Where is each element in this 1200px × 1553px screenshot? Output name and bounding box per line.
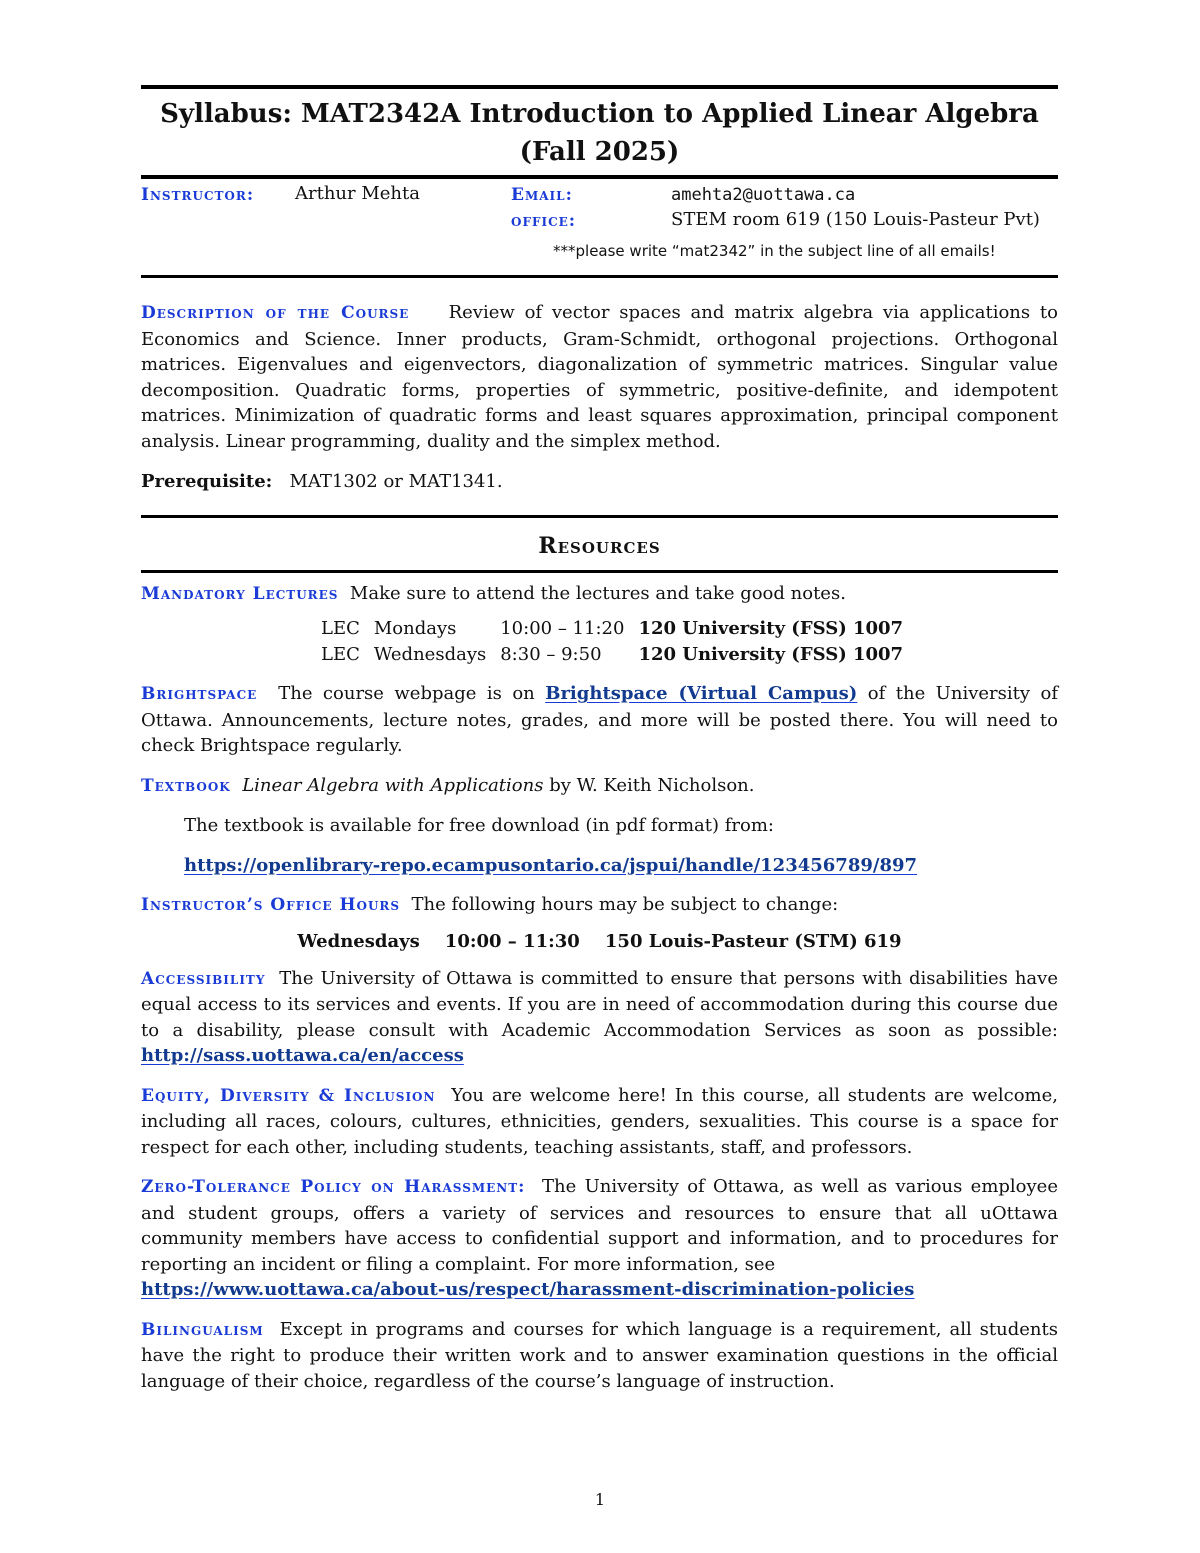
- office-value: STEM room 619 (150 Louis-Pasteur Pvt): [671, 209, 1040, 230]
- email-note: ***please write “mat2342” in the subject line of all emails!: [553, 242, 996, 260]
- lecture-schedule: [321, 616, 917, 667]
- lecture-day: Mondays: [373, 618, 457, 639]
- office-hours-schedule: [141, 931, 1058, 952]
- syllabus-page: [141, 85, 1058, 1394]
- bilingualism-label: Bilingualism: [141, 1319, 264, 1340]
- instructor-label: Instructor:: [141, 185, 255, 205]
- office-hours-day: Wednesdays: [297, 930, 420, 952]
- description-label: Description of the Course: [141, 303, 410, 323]
- brightspace-section: [141, 681, 1058, 759]
- instructor-name: Arthur Mehta: [295, 183, 420, 204]
- instructor-info: [141, 179, 1058, 275]
- email-value[interactable]: amehta2@uottawa.ca: [671, 185, 856, 205]
- description-section: [141, 300, 1058, 495]
- bilingualism-section: [141, 1317, 1058, 1395]
- resources-heading: Resources: [538, 532, 661, 559]
- page-number: 1: [594, 1490, 606, 1509]
- description-text: Review of vector spaces and matrix algebra via applications to Economics and Science. Inner products, Gram-Schmidt, orthogonal projections. Orthogonal matrices. Eigenvalues and eigenvectors, diagonalization of symmetric matrices. Singular value decomposition. Quadratic forms, properties of symmetric, positive-definite, and idempotent matrices. Minimization of quadratic forms and least squares approximation, principal component analysis. Linear programming, duality and the simplex method.: [141, 302, 1059, 452]
- equity-section: [141, 1083, 1058, 1161]
- info-rule: [141, 275, 1058, 278]
- office-hours-place: 150 Louis-Pasteur (STM) 619: [604, 930, 902, 952]
- textbook-label: Textbook: [141, 775, 231, 796]
- textbook-title: Linear Algebra with Applications: [242, 774, 544, 796]
- accessibility-section: [141, 966, 1058, 1069]
- brightspace-label: Brightspace: [141, 684, 258, 704]
- harassment-link[interactable]: https://www.uottawa.ca/about-us/respect/harassment-discrimination-policies: [141, 1279, 915, 1300]
- resources-rule-bottom: [141, 570, 1058, 573]
- page-title: Syllabus: MAT2342A Introduction to Applied Linear Algebra (Fall 2025): [160, 99, 1039, 167]
- prereq-label: Prerequisite:: [141, 471, 273, 492]
- lecture-room: 120 University (FSS) 1007: [638, 618, 904, 639]
- textbook-author: by W. Keith Nicholson.: [549, 774, 755, 796]
- bilingualism-text: Except in programs and courses for which language is a requirement, all students have the right to produce their written work and to answer examination questions in the official language of their choice, regardless of the course’s language of instruction.: [141, 1318, 1058, 1392]
- office-hours-label: Instructor’s Office Hours: [141, 895, 401, 915]
- lectures-text: Make sure to attend the lectures and take good notes.: [349, 582, 846, 604]
- table-row: [321, 642, 917, 668]
- harassment-text: The University of Ottawa, as well as various employee and student groups, offers a variety of services and resources to ensure that all uOttawa community members have access to confidential support and information, and to procedures for reporting an incident or filing a complaint. For more information, see: [141, 1176, 1058, 1275]
- office-hours-text: The following hours may be subject to change:: [411, 894, 839, 915]
- lectures-label: Mandatory Lectures: [141, 583, 339, 604]
- top-rule: [141, 85, 1058, 89]
- lecture-time: 10:00 – 11:20: [500, 618, 625, 639]
- office-hours-time: 10:00 – 11:30: [444, 930, 580, 952]
- brightspace-link[interactable]: Brightspace (Virtual Campus): [545, 683, 858, 704]
- lecture-time: 8:30 – 9:50: [500, 643, 602, 665]
- accessibility-label: Accessibility: [141, 968, 266, 989]
- office-label: office:: [511, 211, 577, 231]
- equity-label: Equity, Diversity & Inclusion: [141, 1085, 436, 1106]
- lecture-room: 120 University (FSS) 1007: [638, 643, 904, 665]
- office-hours-section: [141, 892, 1058, 952]
- resources-rule-top: [141, 515, 1058, 518]
- accessibility-link[interactable]: http://sass.uottawa.ca/en/access: [141, 1045, 464, 1066]
- email-label: Email:: [511, 185, 573, 205]
- brightspace-before: The course webpage is on: [278, 683, 535, 704]
- textbook-link[interactable]: https://openlibrary-repo.ecampusontario.ca/jspui/handle/123456789/897: [184, 854, 918, 876]
- harassment-label: Zero-Tolerance Policy on Harassment:: [141, 1177, 526, 1197]
- textbook-section: [141, 773, 1058, 879]
- brightspace-after: of the University of Ottawa. Announcements, lecture notes, grades, and more will be posted there. You will need to check Brightspace regularly.: [141, 683, 1058, 756]
- lecture-type: LEC: [321, 618, 360, 639]
- lectures-section: [141, 581, 1058, 668]
- textbook-availability: The textbook is available for free download (in pdf format) from:: [184, 815, 775, 836]
- prereq-value: MAT1302 or MAT1341.: [289, 471, 503, 492]
- accessibility-text: The University of Ottawa is committed to ensure that persons with disabilities have equal access to its services and events. If you are in need of accommodation during this course due to a disability, please consult with Academic Accommodation Services as soon as possible:: [141, 967, 1058, 1041]
- table-row: [321, 616, 917, 642]
- equity-text: You are welcome here! In this course, all students are welcome, including all races, colours, cultures, ethnicities, genders, sexualities. This course is a space for respect for each other, including students, teaching assistants, staff, and professors.: [141, 1084, 1058, 1158]
- lecture-type: LEC: [321, 643, 360, 665]
- harassment-section: [141, 1174, 1058, 1303]
- lecture-day: Wednesdays: [373, 643, 487, 665]
